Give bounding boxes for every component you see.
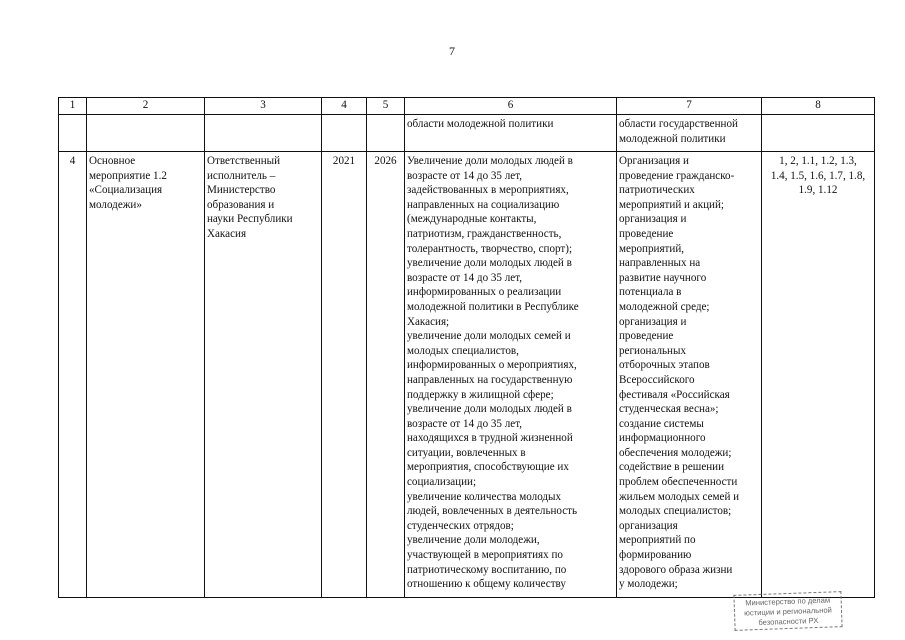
result-line: людей, вовлеченных в деятельность [407,505,578,518]
executor-line: образования и [207,198,275,211]
row-number: 4 [59,152,87,598]
indicator-line: 1.9, 1.12 [798,184,838,197]
direction-line: студенческая весна»; [619,403,719,416]
direction-line: здорового образа жизни [619,563,733,576]
page-number: 7 [449,44,455,58]
column-number-2: 2 [87,98,205,115]
direction-line: проведение [619,330,674,343]
stamp-line: Министерство по делам [745,595,831,608]
executor-line: Хакасия [207,227,247,240]
result-line: возрасте от 14 до 35 лет, [407,417,522,430]
direction-line: мероприятий по [619,534,696,547]
direction-line: региональных [619,344,686,357]
column-number-8: 8 [762,98,875,115]
cont-cell-results [405,115,617,152]
activity-executor [205,152,322,598]
result-line: патриотическому воспитанию, по [407,563,567,576]
direction-line: Всероссийского [619,373,695,386]
activity-name-line: мероприятие 1.2 [89,169,167,182]
result-line: возрасте от 14 до 35 лет, [407,271,522,284]
result-line: патриотизм, гражданственность, [407,227,562,240]
direction-line: жильем молодых семей и [619,490,740,503]
result-line: участвующей в мероприятиях по [407,549,563,562]
result-line: увеличение количества молодых [407,490,562,503]
result-line: поддержку в жилищной сфере; [407,388,554,401]
cont-cell-1 [59,115,87,152]
program-table [58,97,875,598]
indicator-line: 1.4, 1.5, 1.6, 1.7, 1.8, [770,169,866,182]
direction-line: содействие в решении [619,461,725,474]
cont-directions-line: области государственной [619,118,738,130]
result-line: информированных о реализации [407,286,562,299]
main-directions [617,152,762,598]
activity-name [87,152,205,598]
executor-line: Ответственный [207,155,281,167]
direction-line: организация и [619,315,687,328]
result-line: ситуации, вовлеченных в [407,446,526,459]
cont-results-text: области молодежной политики [407,118,554,130]
direction-line: обеспечения молодежи; [619,446,732,459]
column-number-1: 1 [59,98,87,115]
cont-directions-line: молодежной политики [619,132,726,145]
registration-stamp [733,591,842,631]
activity-row [59,152,875,598]
executor-line: науки Республики [207,213,293,226]
result-line: направленных на социализацию [407,198,560,211]
direction-line: патриотических [619,184,695,197]
result-line: студенческих отрядов; [407,519,514,532]
result-line: молодежной политики в Республике [407,300,579,313]
direction-line: организация [619,519,678,532]
column-number-7: 7 [617,98,762,115]
direction-line: организация и [619,213,687,226]
column-number-row [59,98,875,115]
cont-cell-2 [87,115,205,152]
executor-line: исполнитель – [207,169,276,182]
result-line: направленных на государственную [407,373,573,386]
direction-line: мероприятий, [619,242,685,255]
cont-cell-4 [322,115,367,152]
result-line: увеличение доли молодежи, [407,534,540,547]
column-number-4: 4 [322,98,367,115]
stamp-line: безопасности РХ [758,615,819,628]
activity-name-line: молодежи» [89,198,142,211]
direction-line: информационного [619,432,706,445]
direction-line: у молодежи; [619,578,678,591]
result-line: увеличение доли молодых людей в [407,403,572,416]
result-line: отношению к общему количеству [407,578,566,591]
result-line: социализации; [407,476,477,489]
continuation-row [59,115,875,152]
direction-line: направленных на [619,257,701,270]
activity-name-line: «Социализация [89,184,163,197]
direction-line: фестиваля «Российская [619,388,730,401]
cont-cell-3 [205,115,322,152]
direction-line: развитие научного [619,271,707,284]
result-line: мероприятия, способствующие их [407,461,569,474]
direction-line: отборочных этапов [619,359,710,372]
stamp-line: юстиции и региональной [744,605,832,618]
direction-line: проведение [619,227,674,240]
result-line: Хакасия; [407,315,450,328]
direction-line: проведение гражданско- [619,169,735,182]
year-end: 2026 [367,152,405,598]
result-line: (международные контакты, [407,213,537,226]
direction-line: молодых специалистов; [619,505,732,518]
indicator-line: 1, 2, 1.1, 1.2, 1.3, [779,155,857,167]
result-line: возрасте от 14 до 35 лет, [407,169,522,182]
executor-line: Министерство [207,184,276,197]
direction-line: молодежной среде; [619,300,710,313]
direction-line: мероприятий и акций; [619,198,724,211]
activity-name-line: Основное [89,155,136,167]
column-number-6: 6 [405,98,617,115]
result-line: увеличение доли молодых семей и [407,330,571,343]
result-line: молодых специалистов, [407,344,519,357]
result-line: толерантность, творчество, спорт); [407,242,573,255]
result-line: задействованных в мероприятиях, [407,184,569,197]
result-line: информированных о мероприятиях, [407,359,577,372]
indicator-links [762,152,875,598]
direction-line: проблем обеспеченности [619,476,738,489]
expected-results [405,152,617,598]
result-line: Увеличение доли молодых людей в [407,155,573,167]
column-number-3: 3 [205,98,322,115]
direction-line: Организация и [619,155,689,167]
result-line: находящихся в трудной жизненной [407,432,573,445]
column-number-5: 5 [367,98,405,115]
year-start: 2021 [322,152,367,598]
cont-cell-5 [367,115,405,152]
direction-line: создание системы [619,417,704,430]
result-line: увеличение доли молодых людей в [407,257,572,270]
cont-cell-directions [617,115,762,152]
direction-line: потенциала в [619,286,682,299]
cont-cell-8 [762,115,875,152]
direction-line: формированию [619,549,692,562]
